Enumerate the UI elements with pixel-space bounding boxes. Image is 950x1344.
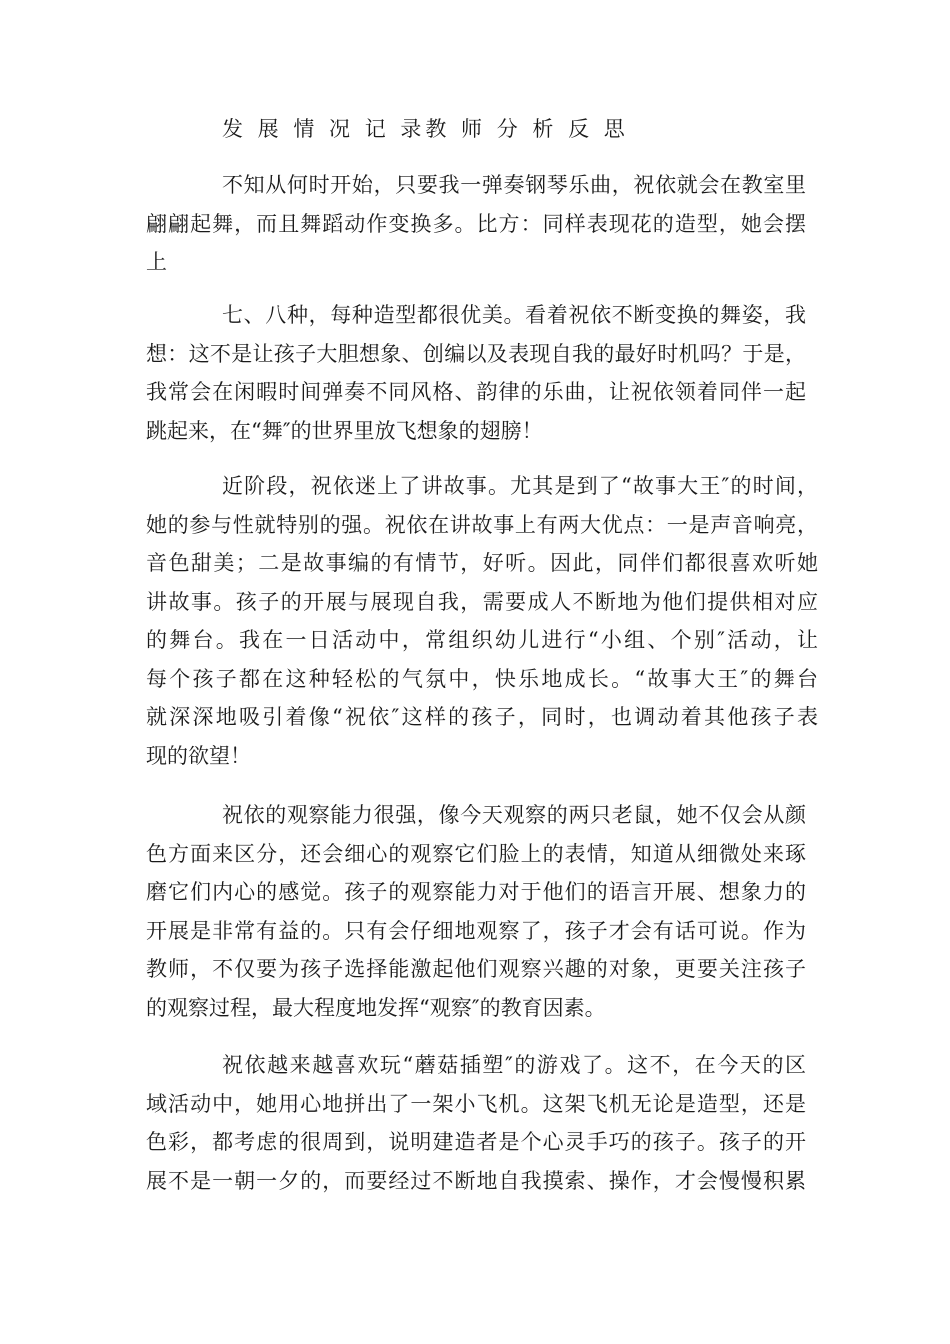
text-line: 色方面来区分，还会细心的观察它们脸上的表情，知道从细微处来琢	[146, 841, 806, 866]
text-line: 色彩，都考虑的很周到，说明建造者是个心灵手巧的孩子。孩子的开	[146, 1130, 806, 1154]
text-line: 展不是一朝一夕的，而要经过不断地自我摸索、操作，才会慢慢积累	[146, 1168, 806, 1193]
text-line: 教师，不仅要为孩子选择能激起他们观察兴趣的对象，更要关注孩子	[146, 957, 806, 981]
text-line: 现的欲望！	[146, 743, 251, 768]
text-line: 音色甜美；二是故事编的有情节，好听。因此，同伴们都很喜欢听她	[146, 551, 818, 575]
text-line: 的舞台。我在一日活动中，常组织幼儿进行“小组、个别″活动，让	[146, 628, 818, 652]
paragraph-storytelling	[146, 467, 818, 775]
text-line: 就深深地吸引着像“祝依″这样的孩子，同时，也调动着其他孩子表	[146, 705, 818, 729]
text-line: 祝依的观察能力很强，像今天观察的两只老鼠，她不仅会从颜	[222, 803, 806, 827]
text-line: 翩翩起舞，而且舞蹈动作变换多。比方：同样表现花的造型，她会摆	[146, 211, 806, 236]
text-line: 她的参与性就特别的强。祝依在讲故事上有两大优点：一是声音响亮，	[146, 512, 818, 537]
text-line: 磨它们内心的感觉。孩子的观察能力对于他们的语言开展、想象力的	[146, 880, 806, 904]
text-line: 祝依越来越喜欢玩“蘑菇插塑″的游戏了。这不，在今天的区	[222, 1053, 806, 1077]
text-line: 上	[146, 250, 167, 274]
text-line: 跳起来，在“舞″的世界里放飞想象的翅膀！	[146, 418, 543, 443]
text-line: 七、八种，每种造型都很优美。看着祝依不断变换的舞姿，我	[222, 303, 806, 327]
paragraph-dance	[146, 166, 806, 282]
text-line: 开展是非常有益的。只有会仔细地观察了，孩子才会有话可说。作为	[146, 918, 806, 943]
paragraph-dance-continued	[146, 296, 806, 450]
text-line: 不知从何时开始，只要我一弹奏钢琴乐曲，祝依就会在教室里	[222, 173, 806, 197]
text-line: 的观察过程，最大程度地发挥“观察″的教育因素。	[146, 995, 606, 1020]
paragraph-building	[146, 1046, 806, 1200]
text-line: 想：这不是让孩子大胆想象、创编以及表现自我的最好时机吗？于是，	[146, 341, 806, 366]
text-line: 域活动中，她用心地拼出了一架小飞机。这架飞机无论是造型，还是	[146, 1091, 806, 1116]
text-line: 近阶段，祝依迷上了讲故事。尤其是到了“故事大王″的时间，	[222, 474, 818, 498]
text-line: 我常会在闲暇时间弹奏不同风格、韵律的乐曲，让祝依领着同伴一起	[146, 380, 806, 404]
paragraph-observation	[146, 796, 806, 1027]
text-line: 每个孩子都在这种轻松的气氛中，快乐地成长。“故事大王″的舞台	[146, 666, 818, 691]
text-line: 讲故事。孩子的开展与展现自我，需要成人不断地为他们提供相对应	[146, 589, 818, 614]
document-title: 发 展 情 况 记 录教 师 分 析 反 思	[222, 117, 629, 141]
